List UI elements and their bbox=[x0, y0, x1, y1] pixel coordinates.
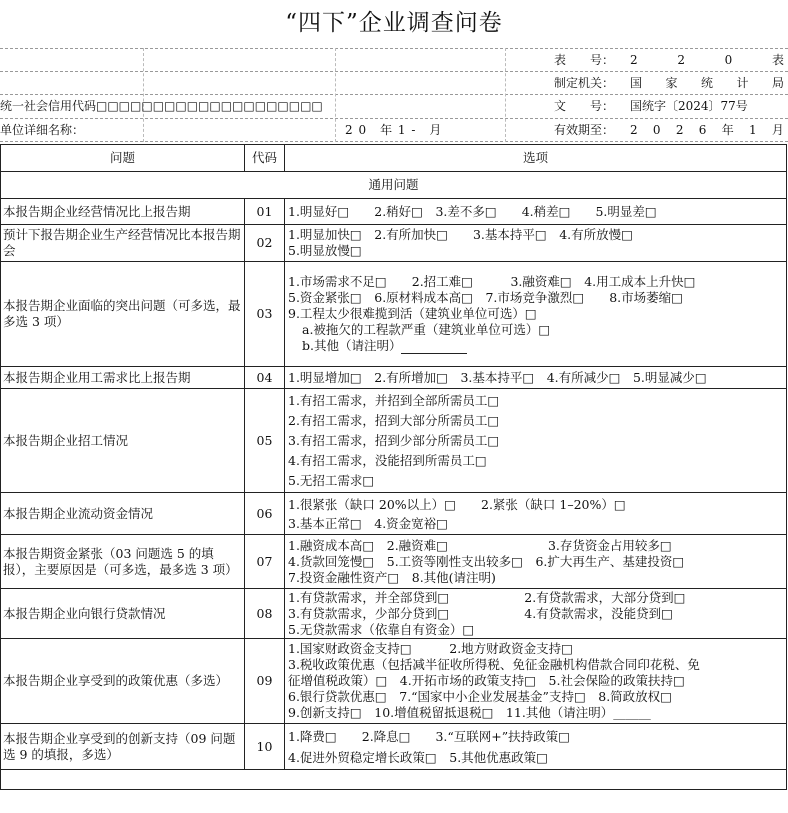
question-cell: 本报告期企业向银行贷款情况 bbox=[1, 589, 245, 639]
option-line[interactable]: 5.无招工需求□ bbox=[288, 472, 375, 488]
option-line[interactable]: 1.市场需求不足□ 2.招工难□ 3.融资难□ 4.用工成本上升快□ bbox=[288, 274, 696, 289]
divider bbox=[0, 48, 788, 49]
agency-char: 统 bbox=[700, 76, 713, 90]
question-cell: 预计下报告期企业生产经营情况比本报告期会 bbox=[1, 225, 245, 262]
option-line[interactable]: 1.有贷款需求，并全部贷到□ 2.有贷款需求，大部分贷到□ bbox=[288, 589, 686, 605]
table-row bbox=[1, 389, 787, 493]
option-line[interactable]: 4.促进外贸稳定增长政策□ 5.其他优惠政策□ bbox=[288, 749, 548, 765]
options-cell[interactable] bbox=[285, 493, 787, 535]
question-cell: 本报告期企业享受到的政策优惠（多选） bbox=[1, 639, 245, 724]
report-period: 2 0 年 1 - 月 bbox=[345, 123, 443, 137]
divider bbox=[0, 141, 788, 142]
code-cell: 09 bbox=[245, 639, 285, 724]
option-line[interactable]: 3.基本正常□ 4.资金宽裕□ bbox=[288, 515, 448, 531]
option-line[interactable]: 4.有招工需求，没能招到所需员工□ bbox=[288, 452, 487, 468]
form-number-char: 2 bbox=[677, 53, 685, 67]
code-cell: 02 bbox=[245, 225, 285, 262]
unit-name-field[interactable]: 单位详细名称： bbox=[0, 123, 85, 137]
survey-table bbox=[0, 144, 787, 790]
table-row-continuation bbox=[1, 770, 787, 790]
table-row bbox=[1, 367, 787, 389]
option-line[interactable]: 5.无贷款需求（依靠自有资金）□ bbox=[288, 621, 475, 637]
table-row bbox=[1, 225, 787, 262]
question-cell: 本报告期资金紧张（03 问题选 5 的填报），主要原因是（可多选，最多选 3 项） bbox=[1, 535, 245, 589]
option-line[interactable]: 1.国家财政资金支持□ 2.地方财政资金支持□ bbox=[288, 641, 573, 656]
form-number-label: 表 号： bbox=[554, 53, 615, 67]
section-row bbox=[1, 172, 787, 199]
question-cell: 本报告期企业面临的突出问题（可多选，最多选 3 项） bbox=[1, 262, 245, 367]
option-other-label: b.其他（请注明） bbox=[302, 338, 402, 353]
valid-char: 6 bbox=[698, 123, 707, 137]
table-row bbox=[1, 535, 787, 589]
option-line[interactable]: 1.降费□ 2.降息□ 3.“互联网+”扶持政策□ bbox=[288, 728, 570, 744]
valid-char: 1 bbox=[748, 123, 757, 137]
table-header-row bbox=[1, 145, 787, 172]
code-cell: 10 bbox=[245, 724, 285, 770]
code-cell: 07 bbox=[245, 535, 285, 589]
document-number-value: 国统字〔2024〕77号 bbox=[630, 99, 748, 113]
form-number-char: 表 bbox=[771, 53, 784, 67]
page-title: “四下”企业调查问卷 bbox=[285, 10, 503, 36]
options-cell[interactable] bbox=[285, 639, 787, 724]
question-cell: 本报告期企业经营情况比上报告期 bbox=[1, 199, 245, 225]
options-cell[interactable] bbox=[285, 589, 787, 639]
options-cell[interactable] bbox=[285, 262, 787, 367]
divider bbox=[143, 48, 144, 142]
divider bbox=[0, 94, 788, 95]
form-number-value bbox=[630, 52, 784, 68]
question-cell: 本报告期企业招工情况 bbox=[1, 389, 245, 493]
options-cell[interactable] bbox=[285, 367, 787, 389]
fill-in-blank[interactable] bbox=[401, 341, 467, 354]
question-cell: 本报告期企业用工需求比上报告期 bbox=[1, 367, 245, 389]
code-cell: 05 bbox=[245, 389, 285, 493]
option-line[interactable]: 1.明显增加□ 2.有所增加□ 3.基本持平□ 4.有所减少□ 5.明显减少□ bbox=[288, 369, 707, 385]
option-line[interactable]: 5.明显放慢□ bbox=[288, 243, 362, 258]
option-line-other[interactable] bbox=[288, 338, 784, 354]
agency-char: 局 bbox=[771, 76, 784, 90]
divider bbox=[335, 48, 336, 142]
option-line[interactable]: 4.货款回笼慢□ 5.工资等刚性支出较多□ 6.扩大再生产、基建投资□ bbox=[288, 553, 685, 569]
option-line[interactable]: 9.创新支持□ 10.增值税留抵退税□ 11.其他（请注明）______ bbox=[288, 705, 651, 720]
document-number-label: 文 号： bbox=[554, 99, 615, 113]
empty-cell bbox=[1, 770, 787, 790]
question-cell: 本报告期企业享受到的创新支持（09 问题选 9 的填报，多选） bbox=[1, 724, 245, 770]
valid-char: 2 bbox=[630, 123, 638, 137]
agency-label: 制定机关： bbox=[554, 76, 615, 90]
column-header-options: 选项 bbox=[285, 145, 787, 172]
valid-until-value bbox=[630, 122, 784, 138]
table-row bbox=[1, 724, 787, 770]
code-cell: 01 bbox=[245, 199, 285, 225]
column-header-question: 问题 bbox=[1, 145, 245, 172]
question-cell: 本报告期企业流动资金情况 bbox=[1, 493, 245, 535]
column-header-code: 代码 bbox=[245, 145, 285, 172]
code-cell: 04 bbox=[245, 367, 285, 389]
divider bbox=[0, 118, 788, 119]
agency-char: 家 bbox=[665, 76, 678, 90]
valid-char: 年 bbox=[721, 123, 734, 137]
valid-char: 0 bbox=[652, 123, 661, 137]
option-line[interactable]: a.被拖欠的工程款严重（建筑业单位可选）□ bbox=[302, 322, 551, 337]
option-line[interactable]: 征增值税政策）□ 4.开拓市场的政策支持□ 5.社会保险的政策扶持□ bbox=[288, 673, 685, 688]
form-header-meta bbox=[0, 48, 788, 142]
option-line[interactable]: 1.明显好□ 2.稍好□ 3.差不多□ 4.稍差□ 5.明显差□ bbox=[288, 203, 657, 219]
valid-char: 月 bbox=[771, 123, 784, 137]
valid-until-label: 有效期至： bbox=[554, 123, 615, 137]
option-line[interactable]: 1.有招工需求，并招到全部所需员工□ bbox=[288, 392, 500, 408]
code-cell: 03 bbox=[245, 262, 285, 367]
option-line[interactable]: 5.资金紧张□ 6.原材料成本高□ 7.市场竞争激烈□ 8.市场萎缩□ bbox=[288, 290, 683, 305]
options-cell[interactable] bbox=[285, 389, 787, 493]
divider bbox=[505, 48, 506, 142]
section-title: 通用问题 bbox=[1, 172, 787, 199]
valid-char: 2 bbox=[675, 123, 684, 137]
option-line[interactable]: 7.投资金融性资产□ 8.其他(请注明) bbox=[288, 569, 496, 585]
table-row bbox=[1, 199, 787, 225]
form-number-char: 2 bbox=[630, 53, 638, 67]
option-line[interactable]: 1.明显加快□ 2.有所加快□ 3.基本持平□ 4.有所放慢□ bbox=[288, 227, 633, 242]
credit-code-field[interactable]: 统一社会信用代码□□□□□□□□□□□□□□□□□□□□ bbox=[0, 99, 323, 113]
option-line[interactable]: 3.有招工需求，招到少部分所需员工□ bbox=[288, 432, 500, 448]
table-row bbox=[1, 262, 787, 367]
agency-char: 国 bbox=[630, 76, 643, 90]
option-line[interactable]: 2.有招工需求，招到大部分所需员工□ bbox=[288, 412, 500, 428]
agency-char: 计 bbox=[736, 76, 749, 90]
table-row bbox=[1, 639, 787, 724]
agency-value bbox=[630, 75, 784, 91]
option-line[interactable]: 6.银行贷款优惠□ 7.“国家中小企业发展基金”支持□ 8.简政放权□ bbox=[288, 689, 672, 704]
options-cell[interactable] bbox=[285, 199, 787, 225]
option-line[interactable]: 9.工程太少很难揽到活（建筑业单位可选）□ bbox=[288, 306, 537, 321]
options-cell[interactable] bbox=[285, 724, 787, 770]
options-cell[interactable] bbox=[285, 535, 787, 589]
table-row bbox=[1, 589, 787, 639]
option-line[interactable]: 1.很紧张（缺口 20%以上）□ 2.紧张（缺口 1–20%）□ bbox=[288, 496, 626, 512]
code-cell: 06 bbox=[245, 493, 285, 535]
form-number-char: 0 bbox=[724, 53, 733, 67]
option-line[interactable]: 3.有贷款需求，少部分贷到□ 4.有贷款需求，没能贷到□ bbox=[288, 605, 673, 621]
table-row bbox=[1, 493, 787, 535]
options-cell[interactable] bbox=[285, 225, 787, 262]
code-cell: 08 bbox=[245, 589, 285, 639]
option-line[interactable]: 3.税收政策优惠（包括减半征收所得税、免征金融机构借款合同印花税、免 bbox=[288, 657, 700, 672]
divider bbox=[0, 71, 788, 72]
option-line[interactable]: 1.融资成本高□ 2.融资难□ 3.存货资金占用较多□ bbox=[288, 537, 672, 553]
